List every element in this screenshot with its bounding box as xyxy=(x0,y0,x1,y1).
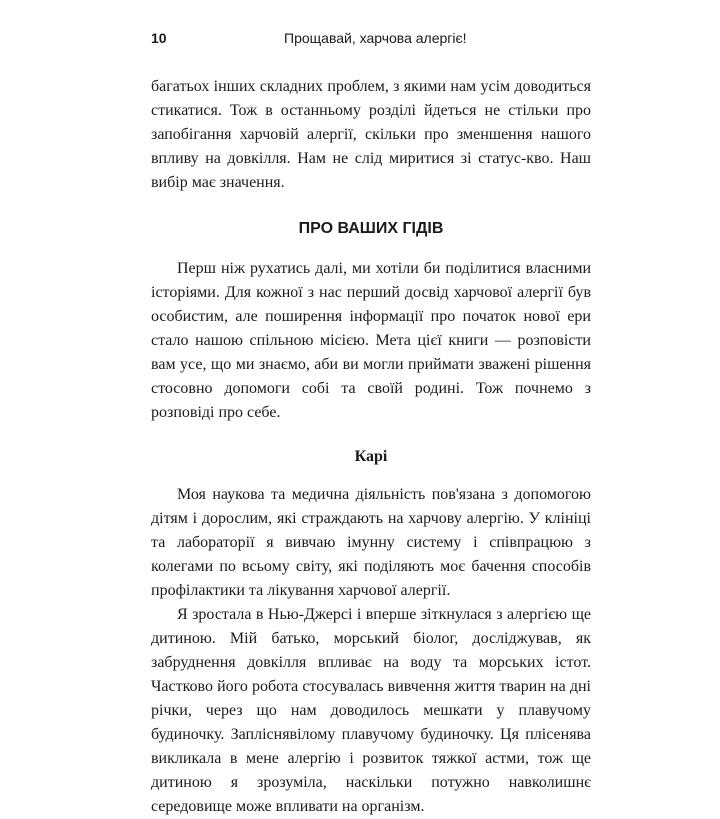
paragraph-author-childhood: Я зростала в Нью-Джерсі і вперше зіткнулася з алергією ще дитиною. Мій батько, морський біолог, досліджував, як забруднення довкілля впливає на воду та морських істот. Частково його робота стосувалась вивчення життя тварин на дні річки, через що нам доводилось мешкати у плавучому будиночку. Запліснявілому плавучому будиночку. Ця плісенява викликала в мене алергію і розвиток тяжкої астми, тож ще дитиною я зрозуміла, наскільки потужно навколишнє середовище може впливати на організм. xyxy=(151,606,591,815)
paragraph-intro: Перш ніж рухатись далі, ми хотіли би поділитися власними історіями. Для кожної з нас перший досвід харчової алергії був особистим, але поширення інформації про початок нової ери стало нашою спільною місією. Мета цієї книги — розповісти вам усе, що ми знаємо, аби ви могли приймати зважені рішення стосовно допомоги собі та своїй родині. Тож почнемо з розповіді про себе. xyxy=(151,260,591,421)
subheading-author: Карі xyxy=(354,448,388,465)
page-body xyxy=(151,75,591,819)
paragraph-author-work: Моя наукова та медична діяльність пов'язана з допомогою дітям і дорослим, які страждають на харчову алергію. У клініці та лабораторії я вивчаю імунну систему і співпрацюю з колегами по всьому світу, які поділяють моє бачення способів профілактики та лікування харчової алергії. xyxy=(151,486,591,599)
paragraph-continued: багатьох інших складних проблем, з якими нам усім доводиться стикатися. Тож в останньому розділі йдеться не стільки про запобігання харчовій алергії, скільки про зменшення нашого впливу на довкілля. Нам не слід миритися зі статус-кво. Наш вибір має значення. xyxy=(151,78,591,191)
running-title: Прощавай, харчова алергіє! xyxy=(284,30,467,46)
running-head xyxy=(151,30,591,52)
page-number: 10 xyxy=(151,30,167,46)
section-heading: ПРО ВАШИХ ГІДІВ xyxy=(298,220,444,237)
